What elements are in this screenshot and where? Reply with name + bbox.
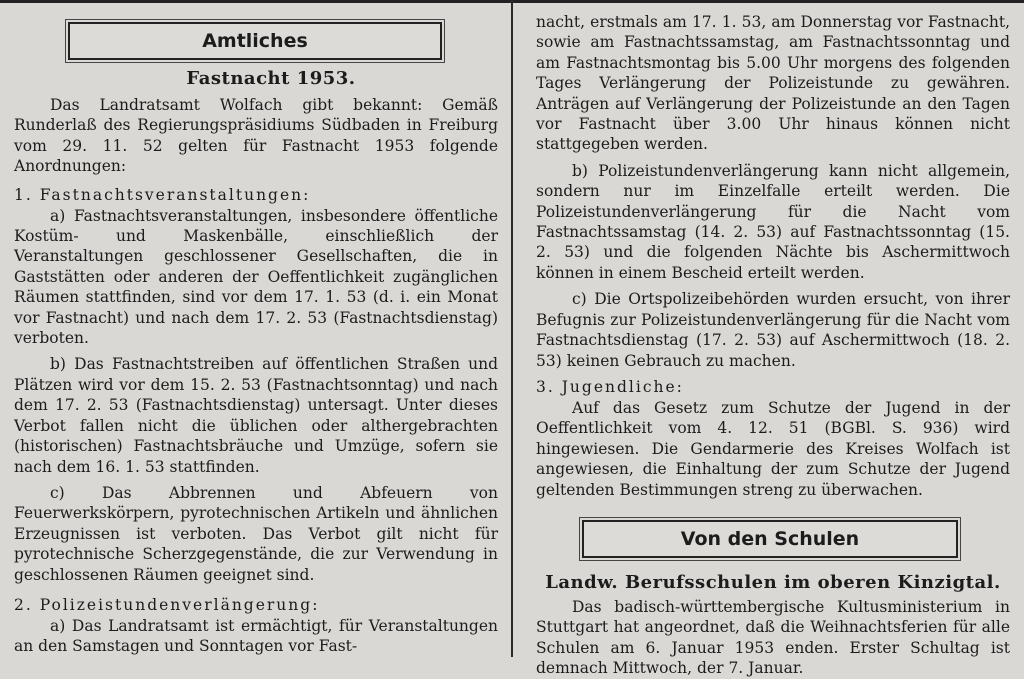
- paragraph-3: Auf das Gesetz zum Schutze der Jugend in der Oeffentlichkeit vom 4. 12. 51 (BGBl. S. 936) wird hingewiesen. Die Gendarmerie des Kreises Wolfach ist angewiesen, die Einhaltung der zum Schutze der Jugend geltenden Bestimmungen streng zu überwachen.: [536, 398, 1010, 499]
- article-title-schulen: Landw. Berufsschulen im oberen Kinzigtal.: [545, 571, 1001, 593]
- column-divider: [511, 0, 513, 657]
- article-title: Fastnacht 1953.: [186, 68, 356, 89]
- paragraph-1a: a) Fastnachtsveranstaltungen, insbesondere öffentliche Kostüm- und Maskenbälle, einschließlich der Veranstaltungen geschlossener Gesellschaften, die in Gaststätten oder anderen der Oeffentlichkeit zugänglichen Räumen stattfinden, sind vor dem 17. 1. 53 (d. i. ein Monat vor Fastnacht) und nach dem 17. 2. 53 (Fastnachtsdienstag) verboten.: [14, 206, 498, 348]
- paragraph-1b: b) Das Fastnachtstreiben auf öffentlichen Straßen und Plätzen wird vor dem 15. 2. 53 (Fastnachtsonntag) und nach dem 17. 2. 53 (Fastnachtsdienstag) untersagt. Unter dieses Verbot fallen nicht die üblichen oder althergebrachten (historischen) Fastnachtsbräuche und Umzüge, sofern sie nach dem 16. 1. 53 stattfinden.: [14, 355, 498, 476]
- paragraph-1c: c) Das Abbrennen und Abfeuern von Feuerwerkskörpern, pyrotechnischen Artikeln und ähnlichen Erzeugnissen ist verboten. Das Verbot gilt nicht für pyrotechnische Scherzgegenstände, die zur Verwendung in geschlossenen Räumen geeignet sind.: [14, 483, 498, 584]
- section-heading-1: 1. Fastnachtsveranstaltungen:: [14, 185, 311, 204]
- paragraph-2a-continued: nacht, erstmals am 17. 1. 53, am Donnerstag vor Fastnacht, sowie am Fastnachtssamstag, am Fastnachtssonntag und am Fastnachtsmontag bis 5.00 Uhr morgens des folgenden Tages Verlängerung der Polizeistunde zu gewähren. Anträgen auf Verlängerung der Polizeistunde an den Tagen vor Fastnacht über 3.00 Uhr hinaus können nicht stattgegeben werden.: [536, 13, 1010, 154]
- paragraph-2b: b) Polizeistundenverlängerung kann nicht allgemein, sondern nur im Einzelfalle erteilt werden. Die Polizeistundenverlängerung für die Nacht vom Fastnachtssamstag (14. 2. 53) auf Fastnachtssonntag (15. 2. 53) und die folgenden Nächte bis Aschermittwoch können in einem Bescheid erteilt werden.: [536, 161, 1010, 282]
- intro-paragraph: Das Landratsamt Wolfach gibt bekannt: Gemäß Runderlaß des Regierungspräsidiums Südbaden in Freiburg vom 29. 11. 52 gelten für Fastnacht 1953 folgende Anordnungen:: [14, 96, 498, 176]
- section-heading-schulen: Von den Schulen: [582, 520, 958, 558]
- paragraph-2a: a) Das Landratsamt ist ermächtigt, für Veranstaltungen an den Samstagen und Sonntagen vor Fast-: [14, 616, 498, 656]
- right-column: [536, 0, 1010, 679]
- section-heading-amtliches: Amtliches: [68, 22, 442, 60]
- section-heading-2: 2. Polizeistundenverlängerung:: [14, 595, 320, 614]
- section-heading-3: 3. Jugendliche:: [536, 377, 684, 396]
- paragraph-2c: c) Die Ortspolizeibehörden wurden ersucht, von ihrer Befugnis zur Polizeistundenverlängerung für die Nacht vom Fastnachtsdienstag (17. 2. 53) auf Aschermittwoch (18. 2. 53) keinen Gebrauch zu machen.: [536, 290, 1010, 370]
- left-column: [14, 0, 498, 657]
- paragraph-schulen: Das badisch-württembergische Kultusministerium in Stuttgart hat angeordnet, daß die Weihnachtsferien für alle Schulen am 6. Januar 1953 enden. Erster Schultag ist demnach Mittwoch, der 7. Januar.: [536, 597, 1010, 678]
